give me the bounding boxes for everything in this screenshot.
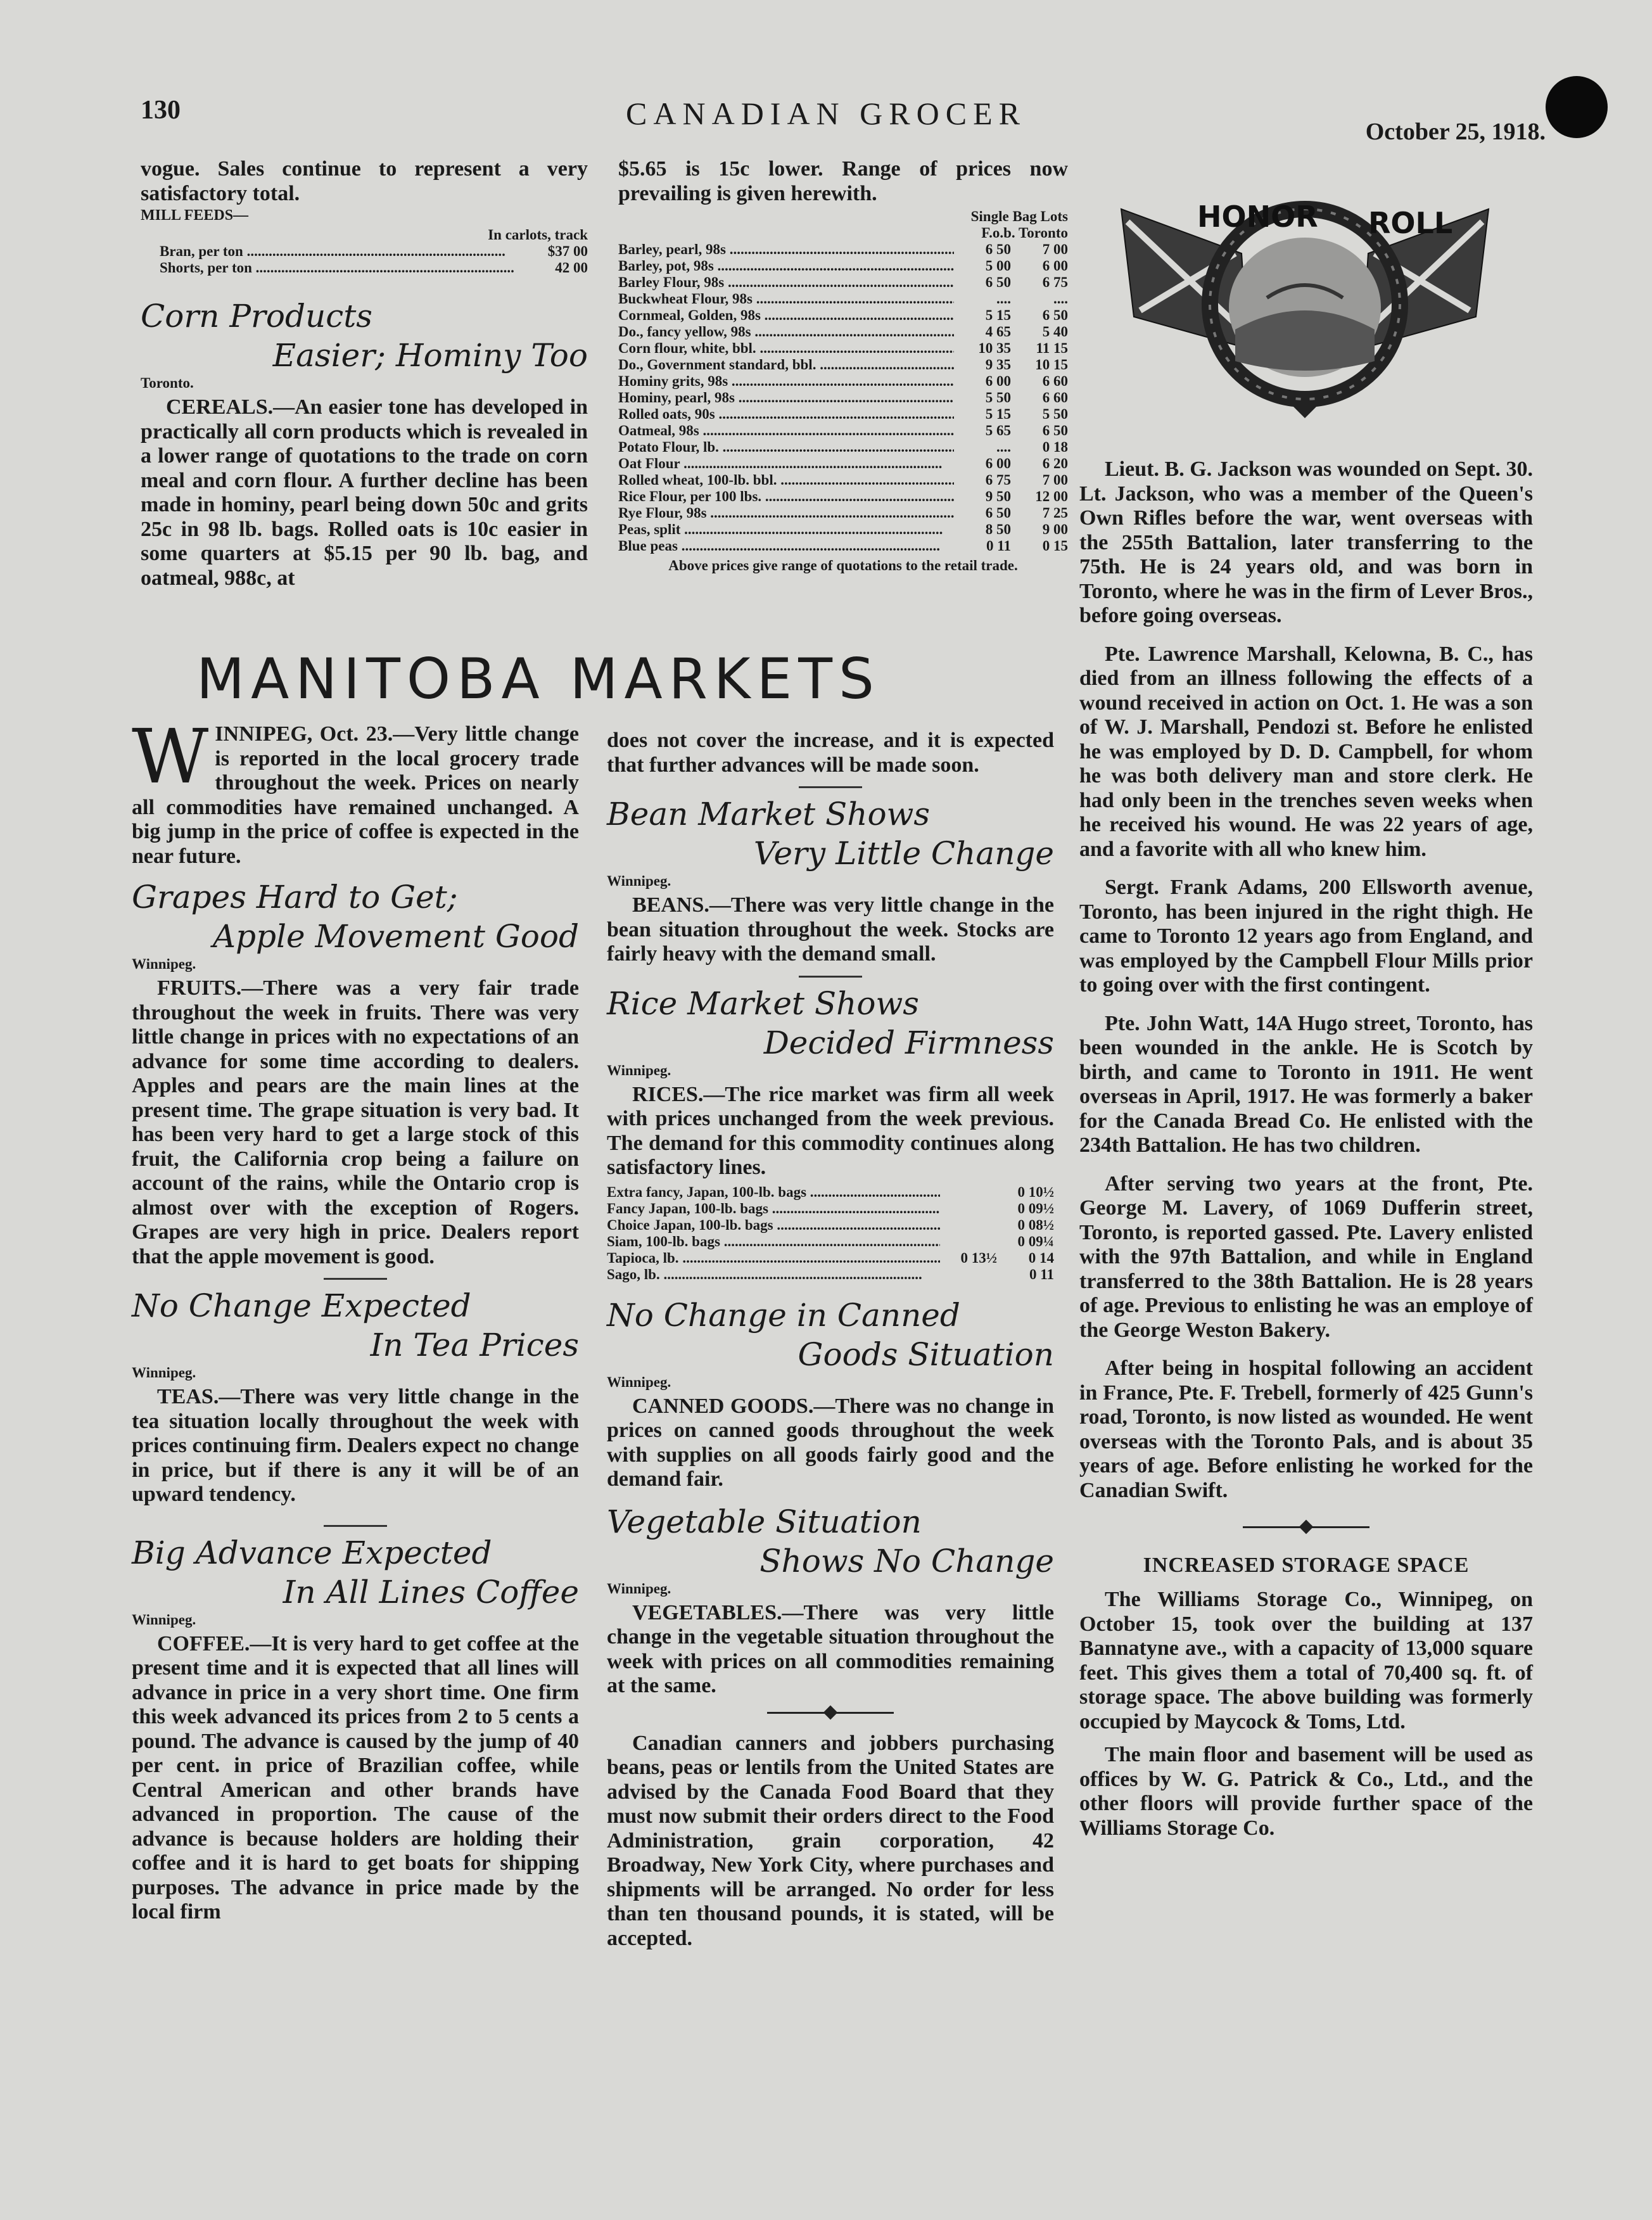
cereal-price-table [618, 241, 1068, 554]
veg-heading [607, 1502, 1054, 1581]
price-value: 6 00 [985, 373, 1011, 389]
price-item [618, 456, 954, 472]
price-value: 6 50 [1042, 423, 1068, 438]
price-item-label: Do., Government standard, bbl. ..... [618, 357, 954, 373]
price-item [618, 307, 954, 324]
corn-text: CEREALS.—An easier tone has developed in practically all corn products which is revealed in a lower range of quotations to the trade on corn meal and corn flour. A further decline has been made in hominy, pearl being down 50c and grits 25c in 98 lb. bags. Rolled oats is 10c easier in some quarters at $5.15 per 90 lb. bag, and oatmeal, 988c, at [141, 395, 588, 590]
issue-date: October 25, 1918. [1365, 118, 1546, 145]
rice-heading-line1: Rice Market Shows [607, 985, 919, 1022]
mill-feeds-label: MILL FEEDS— [141, 207, 249, 224]
price-item [618, 390, 954, 406]
price-item-label: Sago, lb. ..... [607, 1266, 922, 1282]
col1-main [132, 713, 579, 1934]
price-row [618, 291, 1068, 307]
price-value: 9 35 [985, 357, 1011, 373]
price-item [618, 340, 954, 357]
price-row [607, 1250, 1054, 1266]
price-value: 5 00 [985, 258, 1011, 274]
rice-heading-line2: Decided Firmness [763, 1024, 1054, 1061]
price-row [607, 1266, 1054, 1283]
price-item [160, 260, 531, 276]
price-item [618, 505, 954, 521]
manitoba-markets-title: MANITOBA MARKETS [196, 646, 880, 711]
price-value: 6 75 [1042, 274, 1068, 290]
tea-heading-line2: In Tea Prices [370, 1327, 579, 1363]
price-item [618, 274, 954, 291]
rice-text: RICES.—The rice market was firm all week with prices unchanged from the week previous. The demand for this commodity continues along satisfactory lines. [607, 1082, 1054, 1179]
storage-p2: The main floor and basement will be used as offices by W. G. Patrick & Co., Ltd., and the other floors will provide further space of the Williams Storage Co. [1079, 1743, 1533, 1840]
bean-text: BEANS.—There was very little change in the bean situation throughout the week. Stocks are fairly heavy with the demand small. [607, 893, 1054, 966]
price-value: 0 09¼ [1017, 1233, 1054, 1249]
tea-dateline: Winnipeg. [132, 1365, 196, 1381]
publication-title: CANADIAN GROCER [626, 96, 1026, 131]
honor-p6: After being in hospital following an accident in France, Pte. F. Trebell, formerly of 425 Gunn's road, Toronto, is now listed as wounded. He went overseas with the Toronto Pals, and is about 35 years of age. Before enlisting he worked for the Canadian Swift. [1079, 1356, 1533, 1502]
price-row [160, 260, 588, 276]
price-item-label: Oat Flour ..... [618, 456, 942, 471]
honor-p1: Lieut. B. G. Jackson was wounded on Sept. 30. Lt. Jackson, who was a member of the Queen's Own Rifles before the war, went overseas with the 255th Battalion, later transferring to the 75th. He is 24 years old, and was born in Toronto, where he was in the firm of Lever Bros., before going overseas. [1079, 457, 1533, 627]
price-item [607, 1266, 940, 1283]
drop-cap: W [132, 713, 209, 800]
grapes-heading-line2: Apple Movement Good [212, 918, 579, 955]
honor-p4: Pte. John Watt, 14A Hugo street, Toronto, has been wounded in the ankle. He is Scotch by birth, and came to Toronto in 1911. He went overseas in April, 1917. He was formerly a baker for the Canada Bread Co. He enlisted with the 234th Battalion. He has two children. [1079, 1011, 1533, 1157]
price-value: 6 50 [985, 274, 1011, 290]
price-value: 11 15 [1036, 340, 1068, 356]
price-item-label: Bran, per ton ..... [160, 243, 505, 259]
price-value: .... [996, 439, 1011, 455]
tea-text: TEAS.—There was very little change in the tea situation locally throughout the week with prices continuing firm. Dealers expect no change in price, but if there is any it will be of an upward tendency. [132, 1385, 579, 1506]
price-row [618, 439, 1068, 456]
price-value: 6 50 [985, 505, 1011, 521]
bean-dateline: Winnipeg. [607, 873, 671, 889]
price-item [607, 1184, 940, 1201]
price-value: 7 00 [1042, 241, 1068, 257]
price-row [618, 357, 1068, 373]
canned-text: CANNED GOODS.—There was no change in prices on canned goods throughout the week with supplies on all goods fairly good and the demand fair. [607, 1394, 1054, 1491]
veg-dateline: Winnipeg. [607, 1580, 671, 1597]
canned-heading-line1: No Change in Canned [607, 1296, 960, 1334]
coffee-heading-line1: Big Advance Expected [132, 1534, 492, 1571]
storage-p1: The Williams Storage Co., Winnipeg, on October 15, took over the building at 137 Bannatyne ave., with a capacity of 13,000 square feet. This gives them a total of 70,400 sq. ft. of storage space. The above building was formerly occupied by Maycock & Toms, Ltd. [1079, 1588, 1533, 1733]
price-item-label: Hominy grits, 98s ..... [618, 373, 954, 389]
rice-dateline: Winnipeg. [607, 1062, 671, 1078]
price-item-label: Barley, pearl, 98s ..... [618, 241, 954, 257]
honor-roll-emblem [1102, 184, 1508, 424]
price-item [607, 1217, 940, 1234]
section-rule [324, 1525, 387, 1527]
honor-p3: Sergt. Frank Adams, 200 Ellsworth avenue, Toronto, has been injured in the right thigh. He came to Toronto 12 years ago from England, and was employed by the Campbell Flour Mills prior to going over with the first contingent. [1079, 876, 1533, 997]
coffee-heading [132, 1533, 579, 1612]
price-item-label: Barley Flour, 98s ..... [618, 274, 954, 290]
section-rule [799, 976, 862, 978]
price-value: 7 25 [1042, 505, 1068, 521]
price-row [618, 423, 1068, 439]
price-value: 5 15 [985, 307, 1011, 323]
price-item-label: Cornmeal, Golden, 98s ..... [618, 307, 954, 323]
corn-heading [141, 297, 588, 375]
price-item-label: Barley, pot, 98s ..... [618, 258, 954, 274]
price-value [940, 1234, 997, 1250]
col2-top [618, 157, 1068, 574]
price-value: $37 00 [547, 243, 588, 259]
price-value: 0 18 [1042, 439, 1068, 455]
grapes-text: FRUITS.—There was a very fair trade throughout the week in fruits. There was very little change in prices with no expectations of an advance for some time according to dealers. Apples and pears are the main lines at the present time. The grape situation is very bad. It has been very hard to get a large stock of this fruit, the California crop being a failure on account of the rains, while the Ontario crop is almost over with the exception of Rogers. Grapes are very high in price. Dealers report that the apple movement is good. [132, 976, 579, 1268]
price-value: 0 13½ [960, 1249, 997, 1266]
price-value: 4 65 [985, 324, 1011, 340]
diamond-rule [767, 1707, 894, 1718]
price-item-label: Blue peas ..... [618, 538, 940, 554]
price-item-label: Potato Flour, lb. ..... [618, 439, 954, 455]
price-value: 6 50 [985, 241, 1011, 257]
price-row [618, 373, 1068, 390]
price-item-label: Fancy Japan, 100-lb. bags ..... [607, 1201, 940, 1216]
price-row [607, 1184, 1054, 1201]
canned-dateline: Winnipeg. [607, 1374, 671, 1390]
price-value: 7 00 [1042, 472, 1068, 488]
veg-heading-line1: Vegetable Situation [607, 1503, 922, 1540]
price-value: .... [1053, 291, 1068, 307]
price-value: 0 11 [1029, 1266, 1054, 1282]
page-number: 130 [141, 96, 181, 125]
price-item-label: Siam, 100-lb. bags ..... [607, 1234, 940, 1249]
price-item-label: Rice Flour, per 100 lbs. ..... [618, 488, 954, 504]
price-value: 6 75 [985, 472, 1011, 488]
price-item [607, 1234, 940, 1250]
price-item-label: Shorts, per ton ..... [160, 260, 514, 276]
mill-feeds-table [160, 243, 588, 276]
price-row [618, 472, 1068, 488]
cereal-table-head1: Single Bag Lots [970, 208, 1068, 224]
price-row [618, 406, 1068, 423]
price-value: 10 15 [1035, 357, 1068, 373]
price-value: 5 50 [985, 390, 1011, 405]
price-item-label: Corn flour, white, bbl. ..... [618, 340, 954, 356]
price-value: 8 50 [985, 521, 1011, 537]
price-value: .... [996, 291, 1011, 307]
canned-heading [607, 1296, 1054, 1374]
honor-text: HONOR [1197, 200, 1318, 234]
price-item [618, 439, 954, 456]
price-item [160, 243, 531, 260]
lead-paragraph [132, 713, 579, 869]
price-value: 0 09½ [1017, 1200, 1054, 1216]
roll-text: ROLL [1368, 206, 1453, 240]
price-item [618, 373, 954, 390]
price-value: 0 11 [986, 538, 1011, 554]
price-item-label: Peas, split ..... [618, 521, 943, 537]
price-row [618, 307, 1068, 324]
price-item-label: Tapioca, lb. ..... [607, 1250, 940, 1266]
veg-heading-line2: Shows No Change [759, 1542, 1054, 1579]
honor-p5: After serving two years at the front, Pte. George M. Lavery, of 1069 Dufferin street, Toronto, is reported gassed. Pte. Lavery enlisted with the 97th Battalion, and while in England transferred to the 38th Battalion. He is 28 years of age. Previous to enlisting he was an employe of the George Weston Bakery. [1079, 1171, 1533, 1342]
price-item [607, 1201, 940, 1217]
rice-price-table [607, 1184, 1054, 1283]
price-item-label: Do., fancy yellow, 98s ..... [618, 324, 954, 340]
rice-heading [607, 984, 1054, 1062]
price-item [618, 291, 954, 307]
honor-roll-wreath-icon [1102, 184, 1508, 424]
price-value: 0 08½ [1017, 1216, 1054, 1233]
price-row [618, 274, 1068, 291]
price-item [618, 521, 954, 538]
price-row [618, 324, 1068, 340]
price-row [618, 538, 1068, 554]
price-item [618, 357, 954, 373]
price-value: 6 60 [1042, 373, 1068, 389]
price-value: 42 00 [555, 260, 588, 276]
mill-feeds-head: In carlots, track [488, 227, 588, 243]
price-value: 10 35 [978, 340, 1011, 356]
price-value: 6 20 [1042, 456, 1068, 471]
section-rule [799, 786, 862, 788]
price-value: 5 65 [985, 423, 1011, 438]
price-value: 5 15 [985, 406, 1011, 422]
price-item [618, 423, 954, 439]
price-item-label: Choice Japan, 100-lb. bags ..... [607, 1217, 940, 1233]
veg-text: VEGETABLES.—There was very little change in the vegetable situation throughout the week with prices on all commodities remaining at the same. [607, 1600, 1054, 1697]
honor-p2: Pte. Lawrence Marshall, Kelowna, B. C., has died from an illness following the effects of a wound received in action on Oct. 1. He was a son of W. J. Marshall, Pendozi st. Before he enlisted he was employed by D. D. Campbell, for whom he was both delivery man and store clerk. He had only been in the trenches seven weeks when he received his wound. He was 22 years of age, and a favorite with all who knew him. [1079, 642, 1533, 861]
price-value [940, 1217, 997, 1234]
price-item-label: Hominy, pearl, 98s ..... [618, 390, 954, 405]
price-row [618, 258, 1068, 274]
cereal-table-head2: F.o.b. Toronto [981, 225, 1068, 241]
coffee-heading-line2: In All Lines Coffee [283, 1573, 579, 1611]
price-value: 9 50 [985, 488, 1011, 504]
price-item [618, 406, 954, 423]
price-value: 6 60 [1042, 390, 1068, 405]
price-value [940, 1201, 997, 1217]
price-row [618, 241, 1068, 258]
tea-heading-line1: No Change Expected [132, 1287, 471, 1324]
price-row [607, 1234, 1054, 1250]
price-value: 5 40 [1042, 324, 1068, 340]
price-item-label: Extra fancy, Japan, 100-lb. bags ..... [607, 1184, 940, 1200]
price-item-label: Rye Flour, 98s ..... [618, 505, 954, 521]
price-item [618, 488, 954, 505]
price-row [618, 390, 1068, 406]
price-item [607, 1250, 940, 1266]
grapes-heading [132, 877, 579, 956]
cereal-table-note: Above prices give range of quotations to the retail trade. [668, 558, 1018, 573]
coffee-continued-text: does not cover the increase, and it is expected that further advances will be made soon. [607, 729, 1054, 777]
grapes-heading-line1: Grapes Hard to Get; [132, 879, 458, 915]
price-value: 6 50 [1042, 307, 1068, 323]
price-value: 6 00 [1042, 258, 1068, 274]
price-row [618, 521, 1068, 538]
col1-intro: vogue. Sales continue to represent a very satisfactory total. [141, 157, 588, 205]
price-row [160, 243, 588, 260]
lead-text: INNIPEG, Oct. 23.—Very little change is reported in the local grocery trade throughout the week. Prices on nearly all commodities have remained unchanged. A big jump in the price of coffee is expected in the near future. [132, 722, 579, 868]
col2-intro: $5.65 is 15c lower. Range of prices now prevailing is given herewith. [618, 157, 1068, 205]
col1-top [141, 157, 588, 599]
price-value: 0 10½ [1017, 1183, 1054, 1200]
coffee-dateline: Winnipeg. [132, 1611, 196, 1628]
price-row [618, 505, 1068, 521]
price-item-label: Rolled wheat, 100-lb. bbl. ..... [618, 472, 954, 488]
price-row [607, 1217, 1054, 1234]
price-value: 9 00 [1042, 521, 1068, 537]
price-row [607, 1201, 1054, 1217]
price-row [618, 488, 1068, 505]
price-value: 0 15 [1042, 538, 1068, 554]
coffee-text: COFFEE.—It is very hard to get coffee at the present time and it is expected that all lines will advance in price in a very short time. One firm this week advanced its prices from 2 to 5 cents a pound. The advance is caused by the jump of 40 per cent. in price of Brazilian coffee, while Central American and other brands have advanced in proportion. The cause of the advance is because holders are holding their coffee and it is hard to get boats for shipping purposes. The advance in price made by the local firm [132, 1631, 579, 1923]
bean-heading-line2: Very Little Change [753, 835, 1054, 872]
grapes-dateline: Winnipeg. [132, 956, 196, 972]
price-row [618, 340, 1068, 357]
col3-main [1079, 457, 1533, 1849]
canned-heading-line2: Goods Situation [797, 1336, 1054, 1373]
price-value [940, 1184, 997, 1201]
price-item-label: Rolled oats, 90s ..... [618, 406, 954, 422]
price-value: 0 14 [1028, 1249, 1054, 1266]
bean-heading [607, 794, 1054, 873]
price-item [618, 324, 954, 340]
price-value: 12 00 [1035, 488, 1068, 504]
corn-heading-line2: Easier; Hominy Too [272, 337, 588, 374]
price-item-label: Buckwheat Flour, 98s ..... [618, 291, 954, 307]
price-value: 5 50 [1042, 406, 1068, 422]
price-row [618, 456, 1068, 472]
price-item [618, 538, 954, 554]
price-item-label: Oatmeal, 98s ..... [618, 423, 954, 438]
bean-heading-line1: Bean Market Shows [607, 796, 931, 832]
price-value [940, 1266, 997, 1283]
storage-heading: INCREASED STORAGE SPACE [1143, 1553, 1470, 1577]
canners-text: Canadian canners and jobbers purchasing beans, peas or lentils from the United States are advised by the Canada Food Board that they must now submit their orders direct to the Food Administration, grain corporation, 42 Broadway, New York City, where purchases and shipments will be arranged. No order for less than ten thousand pounds, it is stated, will be accepted. [607, 1731, 1054, 1950]
price-item [618, 472, 954, 488]
col2-main [607, 729, 1054, 1960]
corn-heading-line1: Corn Products [141, 298, 372, 335]
section-rule [324, 1278, 387, 1280]
price-value: 6 00 [985, 456, 1011, 471]
price-item [618, 258, 954, 274]
price-item [618, 241, 954, 258]
corn-dateline: Toronto. [141, 375, 194, 391]
diamond-rule [1243, 1522, 1369, 1532]
tea-heading [132, 1286, 579, 1365]
